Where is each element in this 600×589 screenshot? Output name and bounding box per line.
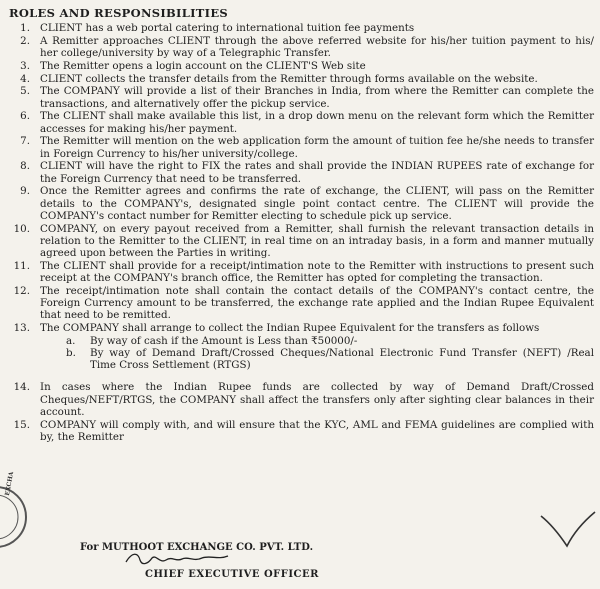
company-line: For MUTHOOT EXCHANGE CO. PVT. LTD.: [80, 542, 314, 553]
list-item: 3. The Remitter opens a login account on the CLIENT'S Web site: [20, 59, 366, 72]
page-title: ROLES AND RESPONSIBILITIES: [9, 6, 229, 20]
list-item: 1. CLIENT has a web portal catering to international tuition fee payments: [20, 22, 415, 34]
list-item: 7. The Remitter will mention on the web application form the amount of tuition fee he/she needs to transfer in Foreign Currency to his/her university/college.: [20, 135, 594, 160]
responsibilities-list: [6, 22, 594, 444]
list-item: 12. The receipt/intimation note shall contain the contact details of the COMPANY's contact centre, the Foreign Currency amount to be transferred, the exchange rate applied and the Indian Rupee Equivalent that need to be remitted.: [13, 284, 594, 322]
list-item: 5. The COMPANY will provide a list of their Branches in India, from where the Remitter can complete the transactions, and alternatively offer the pickup service.: [20, 85, 594, 110]
spacer: [6, 371, 594, 381]
list-item: 9. Once the Remitter agrees and confirms the rate of exchange, the CLIENT, will pass on the Remitter details to the COMPANY's, designated single point contact centre. The CLIENT will provide the COMPANY's contact number for Remitter electing to schedule pick up service.: [20, 185, 594, 222]
officer-title: CHIEF EXECUTIVE OFFICER: [145, 569, 319, 580]
list-item: 11. The CLIENT shall provide for a receipt/intimation note to the Remitter with instructions to present such receipt at the COMPANY's branch office, the Remitter has opted for completing the transaction.: [13, 259, 594, 284]
stamp-text: EXCHA: [4, 471, 16, 497]
signature-icon: [122, 550, 232, 570]
list-item: 14. In cases where the Indian Rupee funds are collected by way of Demand Draft/Crossed Cheques/NEFT/RTGS, the COMPANY shall affect the transfers only after sighting clear balances in their account.: [13, 381, 594, 418]
sub-list-item: a. By way of cash if the Amount is Less than ₹50000/-: [66, 334, 358, 347]
list-item: 10. COMPANY, on every payout received from a Remitter, shall furnish the relevant transaction details in relation to the Remitter to the CLIENT, in real time on an intraday basis, in a form and manner mutually agreed upon between the Parties in writing.: [13, 222, 594, 259]
list-item: 2. A Remitter approaches CLIENT through the above referred website for his/her tuition payment to his/ her college/university by way of a Telegraphic Transfer.: [20, 34, 594, 59]
sub-list-item: b. By way of Demand Draft/Crossed Cheques/National Electronic Fund Transfer (NEFT) /Real Time Cross Settlement (RTGS): [66, 347, 594, 372]
list-item: 6. The CLIENT shall make available this list, in a drop down menu on the relevant form which the Remitter accesses for making his/her payment.: [20, 110, 594, 135]
list-item: 15. COMPANY will comply with, and will ensure that the KYC, AML and FEMA guidelines are complied with by, the Remitter: [13, 418, 594, 443]
checkmark-icon: [537, 510, 597, 550]
list-item: 4. CLIENT collects the transfer details from the Remitter through forms available on the website.: [20, 72, 538, 85]
list-item: 13. The COMPANY shall arrange to collect the Indian Rupee Equivalent for the transfers as follows: [13, 322, 540, 334]
list-item: 8. CLIENT will have the right to FIX the rates and shall provide the INDIAN RUPEES rate of exchange for the Foreign Currency that need to be transferred.: [20, 160, 594, 185]
